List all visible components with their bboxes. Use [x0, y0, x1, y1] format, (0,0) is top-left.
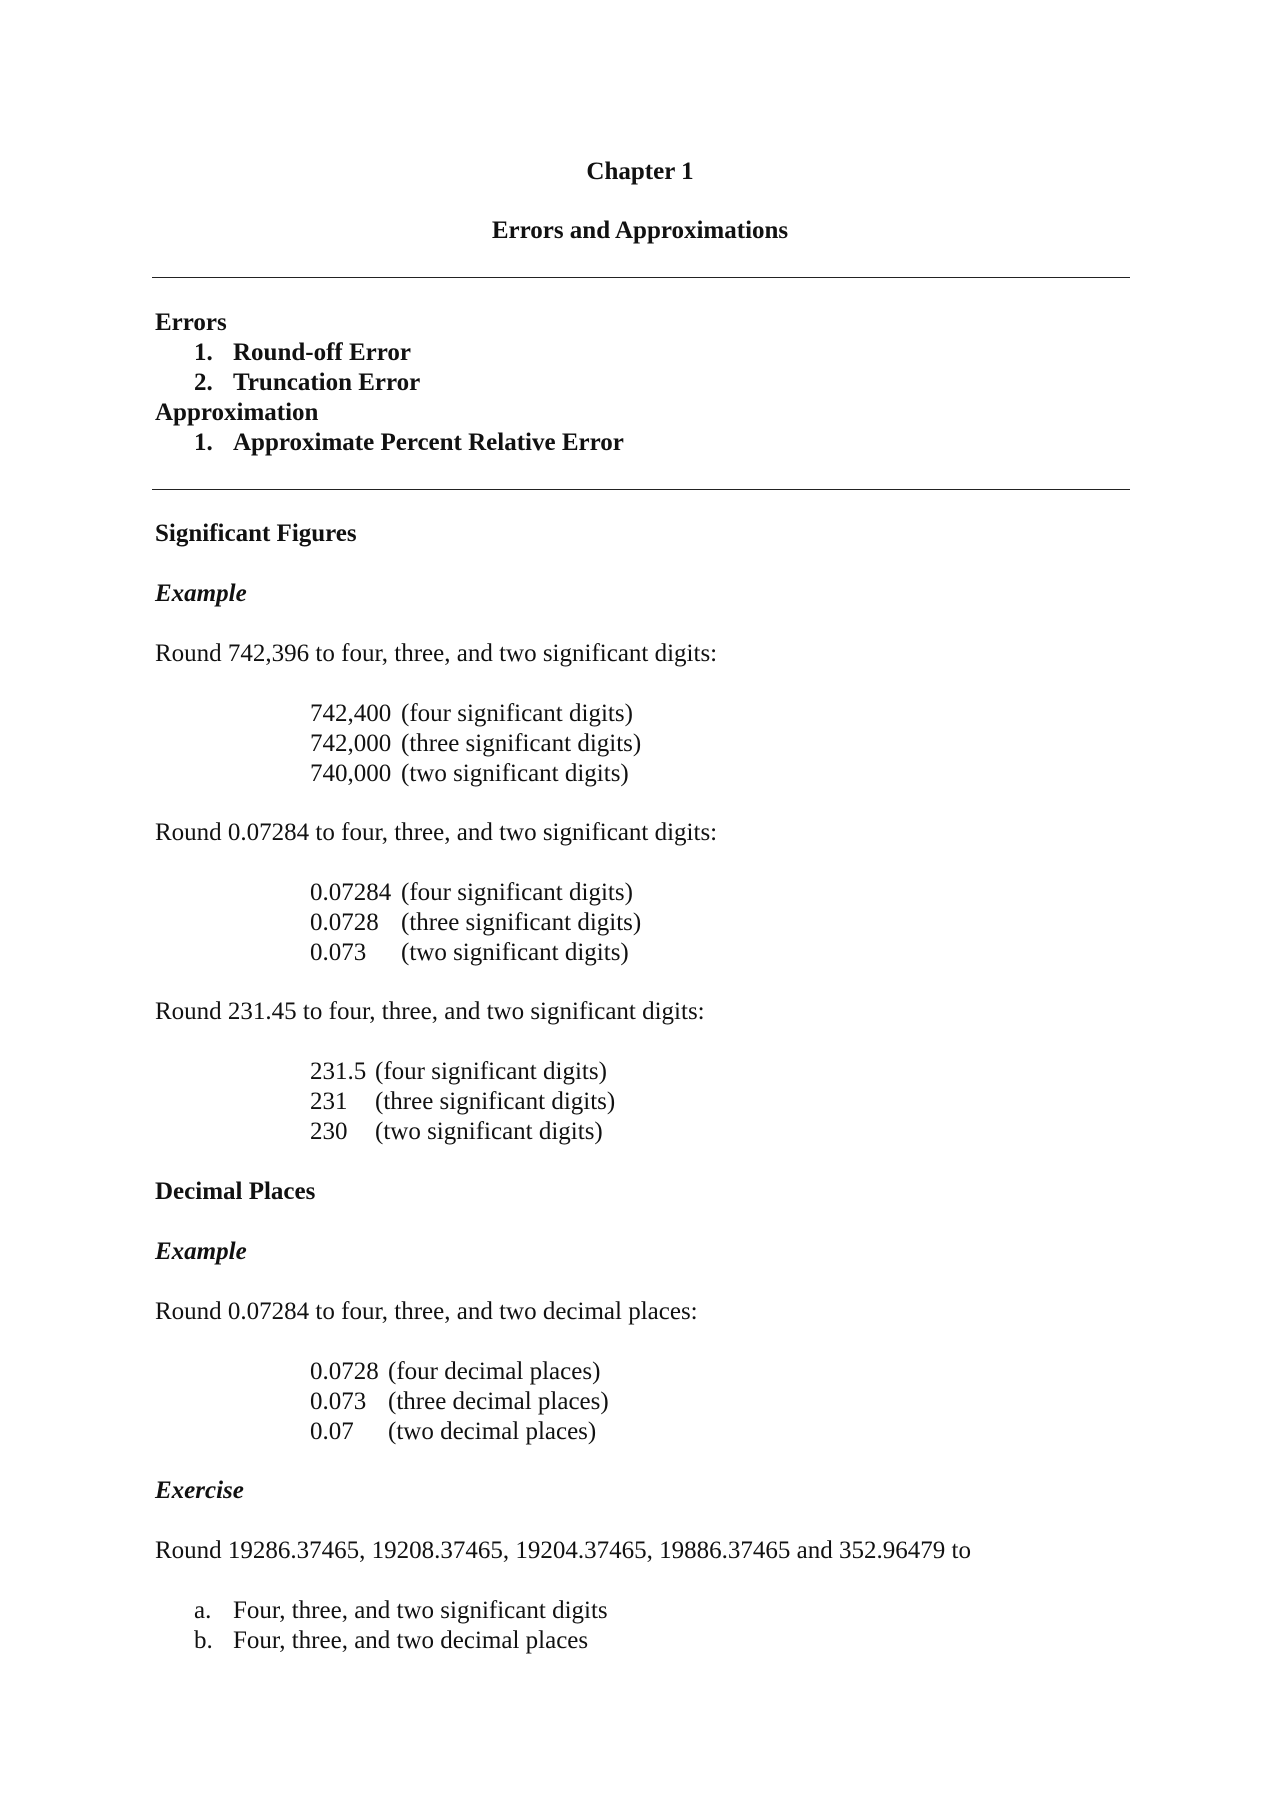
top-divider: [152, 277, 1130, 278]
result-line: 0.07 (two decimal places): [310, 1418, 597, 1445]
problem-prompt: Round 742,396 to four, three, and two significant digits:: [155, 640, 718, 667]
toc-item-round-off: 1. Round-off Error: [194, 339, 412, 366]
result-line: 0.073 (two significant digits): [310, 939, 629, 966]
result-line: 0.073 (three decimal places): [310, 1388, 609, 1415]
exercise-item: a. Four, three, and two significant digits: [194, 1597, 608, 1624]
section-heading-significant-figures: Significant Figures: [155, 520, 357, 547]
section-heading-decimal-places: Decimal Places: [155, 1178, 316, 1205]
exercise-prompt: Round 19286.37465, 19208.37465, 19204.37465, 19886.37465 and 352.96479 to: [155, 1537, 971, 1564]
toc-errors-heading: Errors: [155, 309, 227, 336]
result-line: 230 (two significant digits): [310, 1118, 603, 1145]
problem-prompt: Round 0.07284 to four, three, and two significant digits:: [155, 819, 718, 846]
bottom-divider: [152, 489, 1130, 490]
exercise-item: b. Four, three, and two decimal places: [194, 1627, 589, 1654]
result-line: 0.0728 (three significant digits): [310, 909, 642, 936]
problem-prompt: Round 231.45 to four, three, and two significant digits:: [155, 998, 705, 1025]
result-line: 742,400 (four significant digits): [310, 700, 633, 727]
exercise-label: Exercise: [155, 1477, 244, 1504]
chapter-title: Errors and Approximations: [491, 217, 789, 244]
result-line: 740,000 (two significant digits): [310, 760, 629, 787]
result-line: 742,000 (three significant digits): [310, 730, 642, 757]
toc-item-truncation: 2. Truncation Error: [194, 369, 421, 396]
example-label: Example: [155, 580, 247, 607]
result-line: 0.0728 (four decimal places): [310, 1358, 601, 1385]
result-line: 231.5 (four significant digits): [310, 1058, 607, 1085]
result-line: 0.07284 (four significant digits): [310, 879, 633, 906]
chapter-number: Chapter 1: [586, 158, 694, 185]
toc-item-relative-error: 1. Approximate Percent Relative Error: [194, 429, 624, 456]
result-line: 231 (three significant digits): [310, 1088, 616, 1115]
toc-approx-heading: Approximation: [155, 399, 319, 426]
example-label: Example: [155, 1238, 247, 1265]
problem-prompt: Round 0.07284 to four, three, and two decimal places:: [155, 1298, 698, 1325]
